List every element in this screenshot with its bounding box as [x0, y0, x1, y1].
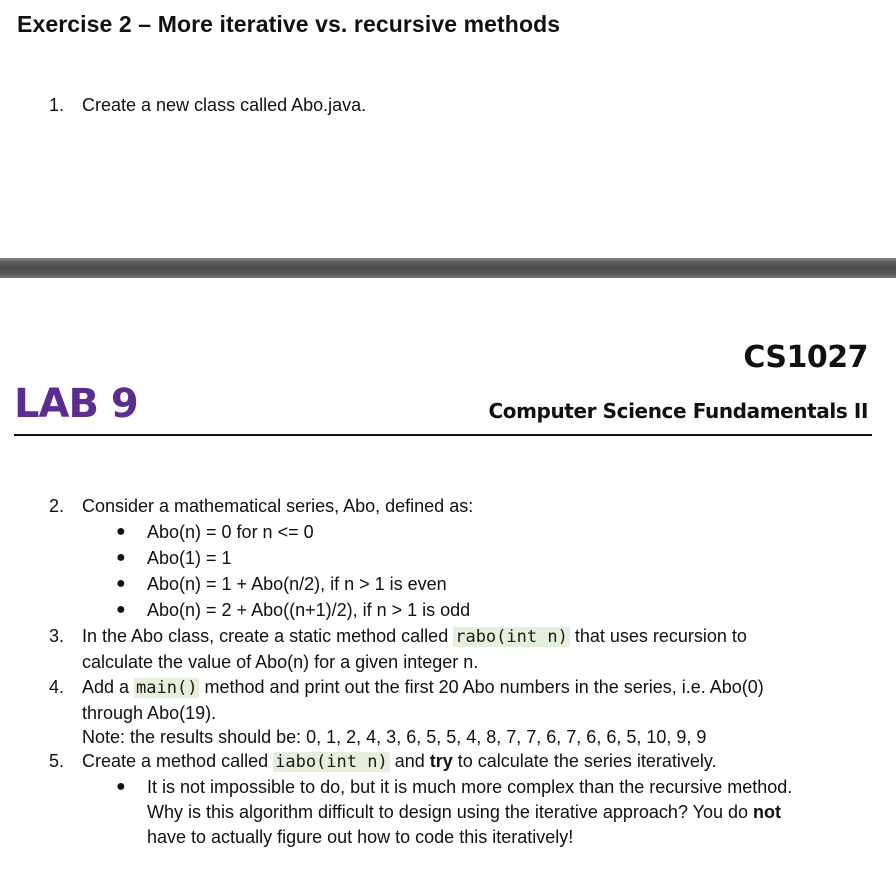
bullet-icon: ●	[116, 575, 126, 592]
item-number: 2.	[49, 496, 65, 516]
header-divider	[14, 434, 872, 436]
exercise-title: Exercise 2 – More iterative vs. recursive methods	[17, 11, 561, 37]
bullet-text: Abo(1) = 1	[147, 548, 232, 568]
item-text: Create a new class called Abo.java.	[82, 95, 367, 115]
item-text: Consider a mathematical series, Abo, defined as:	[82, 496, 474, 516]
course-code: CS1027	[743, 340, 868, 375]
bullet-text: Why is this algorithm difficult to design using the iterative approach? You do not	[147, 802, 782, 822]
bottom-page	[0, 278, 896, 876]
item-number: 3.	[49, 626, 65, 646]
item-text: Add a main() method and print out the first 20 Abo numbers in the series, i.e. Abo(0)	[82, 677, 764, 698]
bullet-icon: ●	[116, 523, 126, 540]
page-separator	[0, 258, 896, 278]
item-number: 5.	[49, 751, 65, 771]
bullet-text: Abo(n) = 1 + Abo(n/2), if n > 1 is even	[147, 574, 447, 594]
bullet-text: have to actually figure out how to code this iteratively!	[147, 827, 574, 847]
item-text: In the Abo class, create a static method called rabo(int n) that uses recursion to	[82, 626, 747, 647]
bullet-icon: ●	[116, 601, 126, 618]
bullet-text: It is not impossible to do, but it is much more complex than the recursive method.	[147, 777, 793, 797]
item-text: Note: the results should be: 0, 1, 2, 4, 3, 6, 5, 5, 4, 8, 7, 7, 6, 7, 6, 6, 5, 10, 9, 9	[82, 727, 707, 747]
top-page	[0, 0, 896, 258]
bullet-text: Abo(n) = 2 + Abo((n+1)/2), if n > 1 is odd	[147, 600, 471, 620]
item-text: through Abo(19).	[82, 703, 217, 723]
item-number: 4.	[49, 677, 65, 697]
item-text: calculate the value of Abo(n) for a given integer n.	[82, 652, 479, 672]
code-iabo: iabo(int n)	[275, 752, 388, 772]
lab-title: LAB 9	[14, 381, 138, 427]
bullet-text: Abo(n) = 0 for n <= 0	[147, 522, 314, 542]
bullet-icon: ●	[116, 549, 126, 566]
bullet-icon: ●	[116, 778, 126, 795]
item-text: Create a method called iabo(int n) and try to calculate the series iteratively.	[82, 751, 717, 772]
code-rabo: rabo(int n)	[455, 627, 568, 647]
code-main: main()	[136, 678, 198, 698]
course-name: Computer Science Fundamentals II	[488, 399, 868, 423]
item-number: 1.	[49, 95, 65, 115]
